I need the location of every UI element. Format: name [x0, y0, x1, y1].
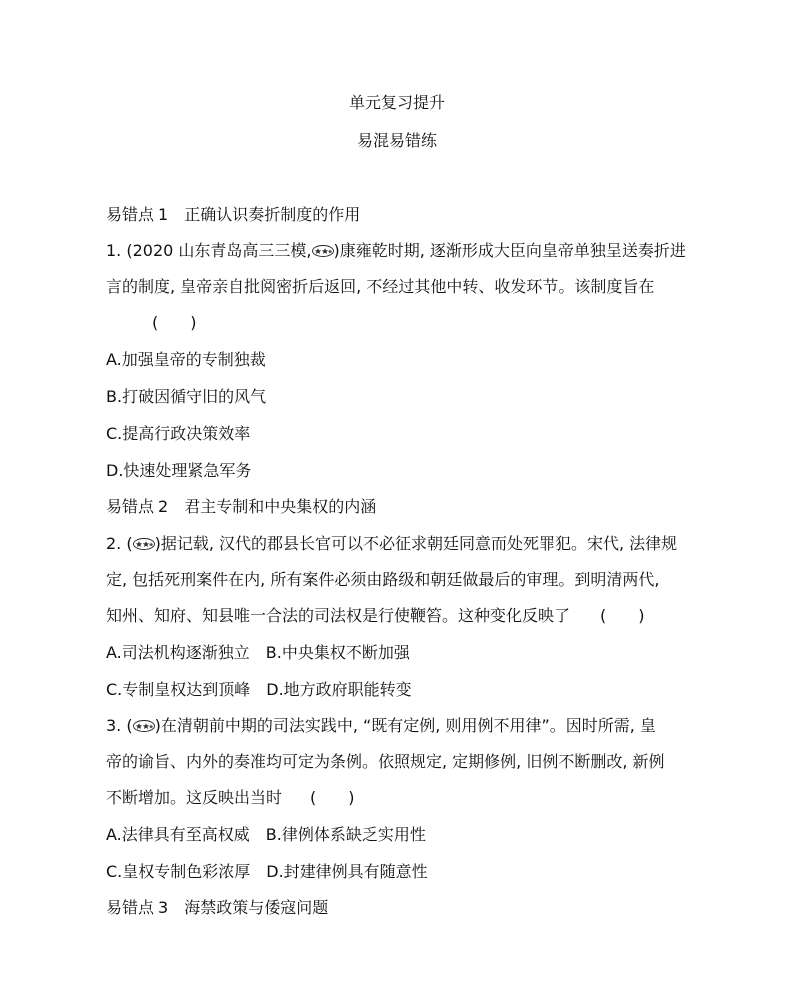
- question-2-option-d: D.地方政府职能转变: [266, 680, 412, 699]
- question-3-option-a: A.法律具有至高权威: [106, 825, 250, 844]
- question-2-options-row-2: [106, 679, 706, 701]
- section-label: 易错点: [106, 898, 155, 917]
- section-heading-2: [106, 496, 706, 518]
- difficulty-star-icon: [312, 245, 334, 257]
- question-3-line-3: 不断增加。这反映出当时 ( ): [106, 788, 355, 807]
- question-2-line-1: 2. ( )据记载, 汉代的郡县长官可以不必征求朝廷同意而处死罪犯。宋代, 法律规: [106, 534, 678, 553]
- question-1-option-d: D.快速处理紧急军务: [106, 461, 252, 480]
- page-subtitle: 易混易错练: [356, 131, 437, 150]
- section-heading-1: [106, 204, 706, 226]
- section-heading-3: [106, 897, 706, 919]
- question-2-line-3: 知州、知府、知县唯一合法的司法权是行使鞭笞。这种变化反映了 ( ): [106, 606, 645, 625]
- question-3-option-b: B.律例体系缺乏实用性: [265, 825, 426, 844]
- section-label: 易错点: [106, 497, 155, 516]
- section-number: 2: [158, 497, 169, 516]
- question-3-options-row-2: [106, 861, 706, 883]
- question-3-option-c: C.皇权专制色彩浓厚: [106, 862, 251, 881]
- question-1-option-b: B.打破因循守旧的风气: [106, 387, 267, 406]
- question-3-options-row-1: [106, 824, 706, 846]
- question-2-option-c: C.专制皇权达到顶峰: [106, 680, 251, 699]
- question-3-line-2: 帝的谕旨、内外的奏准均可定为条例。依照规定, 定期修例, 旧例不断删改, 新例: [106, 752, 665, 771]
- question-3-line-1: 3. ( )在清朝前中期的司法实践中, “既有定例, 则用例不用律”。因时所需, 皇: [106, 716, 656, 735]
- question-2-options-row-1: [106, 642, 706, 664]
- question-1-line-2: 言的制度, 皇帝亲自批阅密折后返回, 不经过其他中转、收发环节。该制度旨在: [106, 277, 655, 296]
- section-title: 正确认识奏折制度的作用: [184, 205, 361, 224]
- difficulty-star-icon: [133, 538, 155, 550]
- question-1-option-a: A.加强皇帝的专制独裁: [106, 350, 266, 369]
- section-title: 海禁政策与倭寇问题: [184, 898, 329, 917]
- question-2-line-2: 定, 包括死刑案件在内, 所有案件必须由路级和朝廷做最后的审理。到明清两代,: [106, 570, 660, 589]
- question-1-answer-bracket: ( ): [152, 313, 197, 332]
- section-title: 君主专制和中央集权的内涵: [184, 497, 377, 516]
- section-number: 1: [158, 205, 169, 224]
- question-2-option-a: A.司法机构逐渐独立: [106, 643, 250, 662]
- question-3-option-d: D.封建律例具有随意性: [266, 862, 428, 881]
- section-label: 易错点: [106, 205, 155, 224]
- section-number: 3: [158, 898, 169, 917]
- question-2-answer-bracket: ( ): [600, 606, 645, 625]
- question-1-option-c: C.提高行政决策效率: [106, 424, 251, 443]
- question-2-option-b: B.中央集权不断加强: [265, 643, 410, 662]
- page-title: 单元复习提升: [348, 93, 445, 112]
- question-1-line-1: 1. (2020 山东青岛高三三模, )康雍乾时期, 逐渐形成大臣向皇帝单独呈送奏折进: [106, 241, 686, 260]
- difficulty-star-icon: [133, 720, 155, 732]
- question-3-answer-bracket: ( ): [310, 788, 355, 807]
